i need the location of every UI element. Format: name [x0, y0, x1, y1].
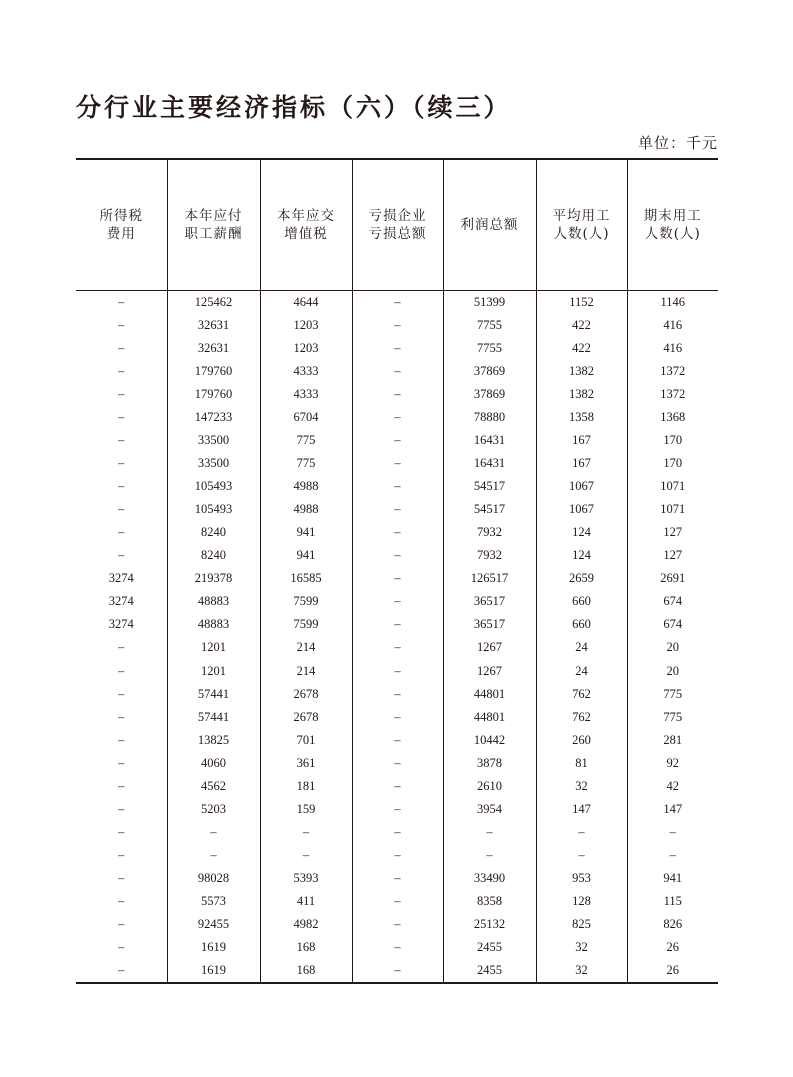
table-cell: 775: [627, 683, 718, 706]
table-cell: 25132: [443, 913, 536, 936]
table-row: [76, 660, 718, 683]
table-cell: 42: [627, 775, 718, 798]
table-cell: 20: [627, 660, 718, 683]
table-header: [76, 159, 718, 290]
column-header: [627, 159, 718, 290]
table-cell: 2610: [443, 775, 536, 798]
table-cell: 128: [536, 890, 627, 913]
table-cell: 4562: [167, 775, 260, 798]
column-header-line: 本年应付: [184, 207, 243, 224]
table-cell: 1152: [536, 290, 627, 314]
table-cell: –: [352, 683, 443, 706]
table-row: [76, 498, 718, 521]
table-cell: –: [352, 890, 443, 913]
table-cell: 1201: [167, 636, 260, 659]
table-cell: 167: [536, 452, 627, 475]
table-cell: 4644: [260, 290, 352, 314]
table-cell: –: [352, 867, 443, 890]
table-cell: 219378: [167, 567, 260, 590]
table-cell: –: [536, 821, 627, 844]
table-row: [76, 775, 718, 798]
table-cell: –: [352, 429, 443, 452]
table-cell: 1372: [627, 383, 718, 406]
table-cell: –: [118, 548, 125, 563]
table-cell: 36517: [443, 613, 536, 636]
table-row: [76, 429, 718, 452]
table-cell: 214: [260, 636, 352, 659]
table-cell: 57441: [167, 683, 260, 706]
table-cell: –: [118, 917, 125, 932]
table-cell: 1203: [260, 314, 352, 337]
table-cell: 51399: [443, 290, 536, 314]
table-cell: 1203: [260, 337, 352, 360]
table-cell: 7932: [443, 544, 536, 567]
table-cell: –: [352, 613, 443, 636]
table-cell: 32: [536, 775, 627, 798]
table-cell: –: [352, 290, 443, 314]
table-cell: 1267: [443, 636, 536, 659]
table-cell: 92: [627, 752, 718, 775]
table-cell: –: [352, 959, 443, 983]
table-cell: –: [352, 406, 443, 429]
table-cell: 168: [260, 936, 352, 959]
table-cell: 762: [536, 706, 627, 729]
table-cell: 1358: [536, 406, 627, 429]
table-cell: 13825: [167, 729, 260, 752]
table-cell: 2659: [536, 567, 627, 590]
table-cell: 179760: [167, 383, 260, 406]
table-cell: 4060: [167, 752, 260, 775]
table-cell: –: [352, 706, 443, 729]
table-cell: 24: [536, 660, 627, 683]
table-cell: –: [118, 386, 125, 401]
table-row: [76, 521, 718, 544]
table-cell: 105493: [167, 475, 260, 498]
table-cell: –: [118, 732, 125, 747]
table-cell: –: [352, 752, 443, 775]
table-cell: 1619: [167, 936, 260, 959]
table-cell: 98028: [167, 867, 260, 890]
table-cell: 214: [260, 660, 352, 683]
table-cell: 1372: [627, 360, 718, 383]
table-cell: 33500: [167, 452, 260, 475]
table-cell: –: [118, 340, 125, 355]
table-cell: 167: [536, 429, 627, 452]
table-row: [76, 590, 718, 613]
table-cell: –: [118, 317, 125, 332]
column-header: [167, 159, 260, 290]
table-cell: –: [352, 821, 443, 844]
table-cell: 1146: [627, 290, 718, 314]
table-cell: –: [352, 475, 443, 498]
table-cell: 674: [627, 613, 718, 636]
table-cell: 32631: [167, 314, 260, 337]
table-cell: 2691: [627, 567, 718, 590]
table-cell: 10442: [443, 729, 536, 752]
table-row: [76, 452, 718, 475]
table-cell: 422: [536, 337, 627, 360]
table-row: [76, 360, 718, 383]
table-cell: 1382: [536, 360, 627, 383]
table-cell: –: [118, 686, 125, 701]
table-cell: –: [352, 337, 443, 360]
table-cell: 37869: [443, 360, 536, 383]
table-cell: 3274: [108, 571, 134, 586]
table-cell: –: [352, 498, 443, 521]
column-header: [443, 159, 536, 290]
table-cell: 48883: [167, 613, 260, 636]
table-row: [76, 752, 718, 775]
table-cell: –: [352, 660, 443, 683]
table-cell: –: [118, 824, 125, 839]
table-cell: –: [352, 314, 443, 337]
table-cell: –: [352, 452, 443, 475]
table-cell: 3274: [108, 594, 134, 609]
table-cell: –: [118, 709, 125, 724]
page-title: 分行业主要经济指标（六）（续三）: [76, 93, 512, 122]
table-cell: 826: [627, 913, 718, 936]
table-cell: –: [627, 821, 718, 844]
table-cell: 416: [627, 337, 718, 360]
table-cell: 3878: [443, 752, 536, 775]
table-cell: 81: [536, 752, 627, 775]
table-cell: 170: [627, 452, 718, 475]
table-cell: 16431: [443, 452, 536, 475]
table-row: [76, 936, 718, 959]
table-row: [76, 867, 718, 890]
table-cell: 8240: [167, 544, 260, 567]
table-cell: 1382: [536, 383, 627, 406]
table-row: [76, 406, 718, 429]
table-cell: 3954: [443, 798, 536, 821]
table-cell: 825: [536, 913, 627, 936]
table-cell: –: [352, 567, 443, 590]
table-cell: 37869: [443, 383, 536, 406]
table-cell: –: [352, 590, 443, 613]
table-cell: 3274: [108, 617, 134, 632]
table-cell: 126517: [443, 567, 536, 590]
table-cell: –: [352, 844, 443, 867]
table-cell: 953: [536, 867, 627, 890]
table-row: [76, 314, 718, 337]
table-cell: 260: [536, 729, 627, 752]
table-cell: 44801: [443, 683, 536, 706]
column-header-line: 增值税: [284, 225, 328, 242]
table-cell: 16431: [443, 429, 536, 452]
table-cell: –: [118, 894, 125, 909]
economic-indicators-table: [76, 158, 718, 984]
table-cell: –: [118, 755, 125, 770]
table-row: [76, 567, 718, 590]
table-cell: 1619: [167, 959, 260, 983]
table-cell: –: [118, 871, 125, 886]
table-cell: 5393: [260, 867, 352, 890]
table-cell: 422: [536, 314, 627, 337]
table-row: [76, 913, 718, 936]
table-cell: 7599: [260, 613, 352, 636]
unit-label: 单位：千元: [637, 134, 718, 152]
table-cell: 127: [627, 521, 718, 544]
table-cell: 181: [260, 775, 352, 798]
table-cell: 7932: [443, 521, 536, 544]
table-cell: 20: [627, 636, 718, 659]
table-cell: –: [260, 821, 352, 844]
table-cell: 115: [627, 890, 718, 913]
table-cell: 2455: [443, 936, 536, 959]
table-cell: 1071: [627, 498, 718, 521]
table-cell: 92455: [167, 913, 260, 936]
column-header: [260, 159, 352, 290]
table-cell: 2455: [443, 959, 536, 983]
table-cell: –: [118, 479, 125, 494]
table-cell: 660: [536, 613, 627, 636]
table-row: [76, 798, 718, 821]
table-cell: 4982: [260, 913, 352, 936]
table-cell: 7755: [443, 314, 536, 337]
table-row: [76, 475, 718, 498]
table-cell: –: [352, 913, 443, 936]
table-cell: 1071: [627, 475, 718, 498]
table-cell: –: [260, 844, 352, 867]
table-cell: 124: [536, 544, 627, 567]
table-cell: –: [352, 936, 443, 959]
table-cell: 179760: [167, 360, 260, 383]
table-cell: 8240: [167, 521, 260, 544]
table-cell: –: [118, 963, 125, 978]
table-body: [76, 290, 718, 983]
table-cell: –: [118, 525, 125, 540]
table-cell: –: [118, 640, 125, 655]
table-cell: 762: [536, 683, 627, 706]
table-cell: 147233: [167, 406, 260, 429]
table-row: [76, 337, 718, 360]
table-cell: 32631: [167, 337, 260, 360]
table-cell: 124: [536, 521, 627, 544]
table-cell: –: [118, 432, 125, 447]
table-row: [76, 706, 718, 729]
column-header-line: 职工薪酬: [184, 225, 243, 242]
table-cell: –: [118, 778, 125, 793]
column-header: [352, 159, 443, 290]
table-cell: –: [352, 729, 443, 752]
table-cell: 7755: [443, 337, 536, 360]
table-cell: 361: [260, 752, 352, 775]
table-cell: 941: [627, 867, 718, 890]
table-cell: –: [118, 502, 125, 517]
table-row: [76, 636, 718, 659]
table-cell: –: [352, 544, 443, 567]
table-cell: –: [167, 844, 260, 867]
table-cell: –: [118, 663, 125, 678]
column-header-line: 所得税: [99, 207, 143, 224]
table-cell: 48883: [167, 590, 260, 613]
table-cell: –: [352, 383, 443, 406]
table-cell: –: [118, 801, 125, 816]
column-header-line: 利润总额: [460, 216, 519, 233]
table-cell: 33490: [443, 867, 536, 890]
column-header-line: 平均用工: [552, 207, 611, 224]
table-cell: 941: [260, 521, 352, 544]
table-cell: 24: [536, 636, 627, 659]
column-header: [76, 159, 167, 290]
table-cell: 6704: [260, 406, 352, 429]
table-row: [76, 729, 718, 752]
table-cell: 4333: [260, 383, 352, 406]
table-cell: 7599: [260, 590, 352, 613]
table-cell: 941: [260, 544, 352, 567]
table-cell: 775: [260, 429, 352, 452]
table-cell: 36517: [443, 590, 536, 613]
table-cell: –: [352, 360, 443, 383]
table-cell: 1368: [627, 406, 718, 429]
table-cell: 32: [536, 936, 627, 959]
table-cell: 281: [627, 729, 718, 752]
table-cell: 105493: [167, 498, 260, 521]
table-cell: 147: [536, 798, 627, 821]
table-cell: 168: [260, 959, 352, 983]
table-cell: 54517: [443, 475, 536, 498]
table-cell: 44801: [443, 706, 536, 729]
table-cell: –: [443, 821, 536, 844]
table-cell: 775: [260, 452, 352, 475]
table-cell: 4988: [260, 475, 352, 498]
table-cell: 5573: [167, 890, 260, 913]
column-header-line: 人数(人): [644, 225, 701, 242]
table-cell: –: [352, 775, 443, 798]
table-cell: 1267: [443, 660, 536, 683]
table-cell: 1067: [536, 475, 627, 498]
table-cell: 1201: [167, 660, 260, 683]
table-cell: 26: [627, 936, 718, 959]
table-row: [76, 290, 718, 314]
table-cell: 674: [627, 590, 718, 613]
column-header-line: 亏损企业: [368, 207, 427, 224]
table-cell: –: [167, 821, 260, 844]
column-header-line: 亏损总额: [368, 225, 427, 242]
table-row: [76, 844, 718, 867]
table-cell: 4333: [260, 360, 352, 383]
table-cell: –: [443, 844, 536, 867]
table-cell: 125462: [167, 290, 260, 314]
table-cell: –: [118, 848, 125, 863]
table-cell: 775: [627, 706, 718, 729]
table-cell: –: [352, 798, 443, 821]
table-cell: 159: [260, 798, 352, 821]
table-cell: 5203: [167, 798, 260, 821]
table-cell: –: [352, 521, 443, 544]
column-header-line: 本年应交: [277, 207, 335, 224]
table-row: [76, 890, 718, 913]
table-cell: 170: [627, 429, 718, 452]
table-cell: 1067: [536, 498, 627, 521]
table-cell: 411: [260, 890, 352, 913]
table-cell: 54517: [443, 498, 536, 521]
table-cell: –: [118, 455, 125, 470]
table-cell: –: [627, 844, 718, 867]
table-cell: 147: [627, 798, 718, 821]
table-cell: 26: [627, 959, 718, 983]
table-row: [76, 821, 718, 844]
table-cell: 416: [627, 314, 718, 337]
column-header: [536, 159, 627, 290]
table-cell: 4988: [260, 498, 352, 521]
table-cell: –: [118, 409, 125, 424]
table-cell: –: [118, 363, 125, 378]
table-row: [76, 613, 718, 636]
table-cell: 16585: [260, 567, 352, 590]
table-cell: 660: [536, 590, 627, 613]
table-row: [76, 383, 718, 406]
table-cell: –: [536, 844, 627, 867]
table-row: [76, 544, 718, 567]
table-row: [76, 959, 718, 983]
column-header-line: 人数(人): [553, 225, 610, 242]
table-cell: 2678: [260, 683, 352, 706]
table-cell: –: [352, 636, 443, 659]
table-cell: 701: [260, 729, 352, 752]
table-cell: 33500: [167, 429, 260, 452]
column-header-line: 费用: [106, 225, 136, 242]
table-cell: 8358: [443, 890, 536, 913]
column-header-line: 期末用工: [643, 207, 702, 224]
table-cell: –: [118, 940, 125, 955]
table-row: [76, 683, 718, 706]
table-cell: 2678: [260, 706, 352, 729]
table-cell: 127: [627, 544, 718, 567]
table-cell: –: [118, 294, 125, 309]
table-cell: 57441: [167, 706, 260, 729]
table-cell: 32: [536, 959, 627, 983]
table-cell: 78880: [443, 406, 536, 429]
